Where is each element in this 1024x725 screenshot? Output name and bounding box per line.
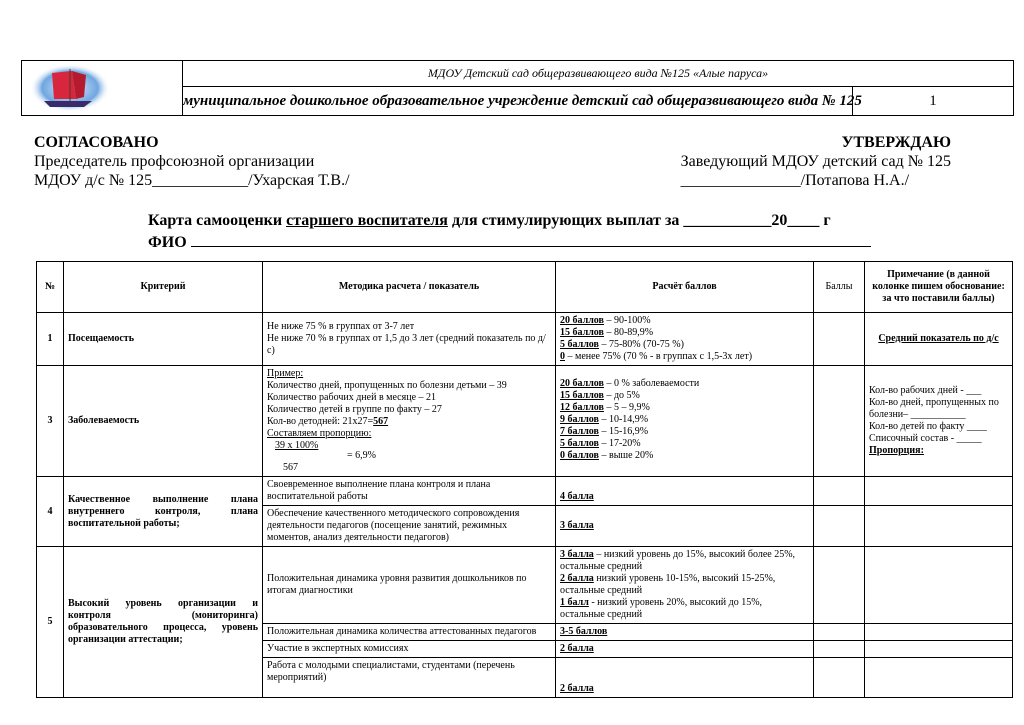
table-row: Обеспечение качественного методического сопровождения деятельности педагогов (посещение занятий, режимных моментов, анализ деятельности педагогов) 3 балла [37,506,1013,547]
page-title: Карта самооценки старшего воспитателя для стимулирующих выплат за ___________20____ г [148,212,831,229]
points-cell[interactable] [814,547,865,624]
table-row: Положительная динамика количества аттестованных педагогов 3-5 баллов [37,624,1013,641]
table-row: Работа с молодыми специалистами, студентами (перечень мероприятий) 2 балла [37,658,1013,698]
table-row: 5 Высокий уровень организации и контроля (мониторинга) образовательного процесса, уровень организации аттестации; Положительная динамика уровня развития дошкольников по итогам диагностики 3 балла – низкий уровень до 15%, высокий более 25%, остальные средний 2 балла низкий уровень 10-15%, высокий 15-25%, остальные средний 1 балл - низкий уровень 20%, высокий до 15%, остальные средний [37,547,1013,624]
role-name: старшего воспитателя [286,212,448,229]
col-points: Баллы [814,262,865,313]
approved-line1: Заведующий МДОУ детский сад № 125 [680,153,951,170]
page-number: 1 [929,93,937,109]
points-cell[interactable] [814,624,865,641]
self-assessment-table [36,261,1013,698]
table-row: 3 Заболеваемость Пример: Количество дней, пропущенных по болезни детьми – 39 Количество рабочих дней в месяце – 21 Количество детей в группе по факту – 27 Кол-во детодней: 21х27=567 Составляем пропорцию: 39 х 100% = 6,9% 567 20 баллов – 0 % заболеваемости 15 баллов – до 5% 12 баллов – 5 – 9,9% 9 баллов – 10-14,9% 7 баллов – 15-16,9% 5 баллов – 17-20% 0 баллов – выше 20% Кол-во рабочих дней - ___ Кол-во дней, пропущенных по болезни– ___________ Кол-во детей по факту ____ Списочный состав - _____ Пропорция: [37,366,1013,477]
org-short-name: МДОУ Детский сад общеразвивающего вида №125 «Алые паруса» [183,61,1013,87]
fio-blank [191,232,871,247]
fio-line: ФИО [148,232,871,252]
table-row: 1 Посещаемость Не ниже 75 % в группах от 3-7 лет Не ниже 70 % в группах от 1,5 до 3 лет (средний показатель по д/с) 20 баллов – 90-100% 15 баллов – 80-89,9% 5 баллов – 75-80% (70-75 %) 0 – менее 75% (70 % - в группах с 1,5-3х лет) Средний показатель по д/с [37,313,1013,366]
table-header-row [37,262,1013,313]
document-header [21,60,1014,116]
points-cell[interactable] [814,366,865,477]
col-criterion: Критерий [64,262,263,313]
col-scoring: Расчёт баллов [556,262,814,313]
approved-block [681,133,951,190]
points-cell[interactable] [814,641,865,658]
sail-logo [22,61,183,115]
col-method: Методика расчета / показатель [263,262,556,313]
points-cell[interactable] [814,658,865,698]
agreed-heading: СОГЛАСОВАНО [34,134,159,151]
table-row: 4 Качественное выполнение плана внутреннего контроля, плана воспитательной работы; Своевременное выполнение плана контроля и плана воспитательной работы 4 балла [37,477,1013,506]
org-full-name: муниципальное дошкольное образовательное учреждение детский сад общеразвивающего вида № 125 [183,87,853,115]
approved-heading: УТВЕРЖДАЮ [841,134,951,151]
table-row: Участие в экспертных комиссиях 2 балла [37,641,1013,658]
points-cell[interactable] [814,313,865,366]
col-note: Примечание (в данной колонке пишем обоснование: за что поставили баллы) [865,262,1013,313]
approved-line2: _______________/Потапова Н.А./ [680,172,910,189]
agreed-line2: МДОУ д/с № 125____________/Ухарская Т.В./ [34,172,350,189]
agreed-line1: Председатель профсоюзной организации [34,153,315,170]
points-cell[interactable] [814,477,865,506]
points-cell[interactable] [814,506,865,547]
col-no: № [37,262,64,313]
agreed-block [34,133,350,190]
